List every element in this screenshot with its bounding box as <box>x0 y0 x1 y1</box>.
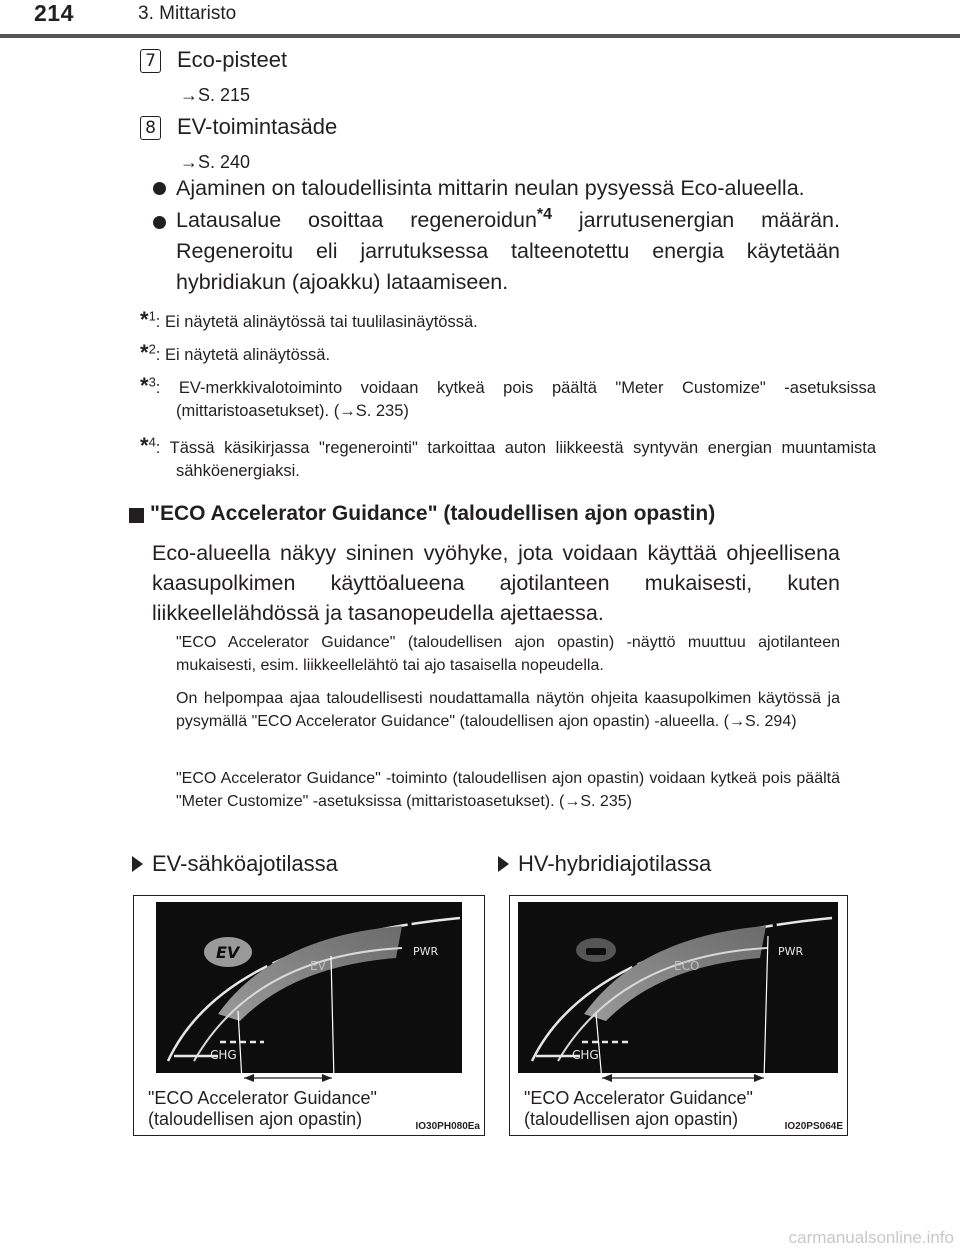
page-number: 214 <box>34 0 74 26</box>
bullet-icon <box>153 216 166 229</box>
bullet-text-part: jarrutusenergian määrän. Regeneroitu eli jarrutuksessa talteenotettu energia käytetään hybridiakun (ajoakku) lataamiseen. <box>176 208 840 294</box>
chg-label: CHG <box>210 1048 237 1062</box>
caption-line: (taloudellisen ajon opastin) <box>148 1109 363 1129</box>
caption-line: (taloudellisen ajon opastin) <box>524 1109 739 1129</box>
section-paragraph: "ECO Accelerator Guidance" -toiminto (taloudellisen ajon opastin) voidaan kytkeä pois päältä "Meter Customize" -asetuksissa (mittaristoasetukset). (→S. 235) <box>176 770 840 810</box>
item-title: EV-toimintasäde <box>177 114 338 139</box>
footnote-text: : Ei näytetä alinäytössä tai tuulilasinäytössä. <box>155 313 478 331</box>
mode-label: EV <box>310 959 326 973</box>
footnote-number: 3 <box>148 374 156 390</box>
arrowhead-left-icon <box>602 1074 612 1082</box>
section-paragraph: "ECO Accelerator Guidance" (taloudellisen ajon opastin) -näyttö muuttuu ajotilanteen mukaisesti, esim. liikkeellelähtö tai ajo tasaisella nopeudella. <box>176 634 840 674</box>
triangle-bullet-icon <box>498 856 509 872</box>
figure-ev-mode <box>133 895 485 1136</box>
footnote <box>140 374 876 423</box>
chapter-title: 3. Mittaristo <box>138 3 237 24</box>
figure-heading: HV-hybridiajotilassa <box>518 851 712 876</box>
car-shape <box>586 948 606 955</box>
item-title: Eco-pisteet <box>177 47 288 72</box>
footnote-ref: *4 <box>536 205 553 223</box>
footnote <box>140 341 840 367</box>
item-number-badge: 8 <box>140 116 161 140</box>
footnote-text: : EV-merkkivalotoiminto voidaan kytkeä pois päältä "Meter Customize" -asetuksissa (mittaristoasetukset). (→S. 235) <box>155 379 876 420</box>
section-heading: "ECO Accelerator Guidance" (taloudellisen ajon opastin) <box>150 502 716 525</box>
arrowhead-right-icon <box>754 1074 764 1082</box>
chg-label: CHG <box>572 1048 599 1062</box>
section-paragraph: On helpompaa ajaa taloudellisesti noudattamalla näytön ohjeita kaasupolkimen käytössä ja pysymällä "ECO Accelerator Guidance" (taloudellisen ajon opastin) -alueella. (→S. 294) <box>176 690 840 730</box>
arrowhead-right-icon <box>322 1074 332 1082</box>
triangle-bullet-icon <box>132 856 143 872</box>
ev-badge-text: EV <box>216 943 240 962</box>
item-number-badge: 7 <box>140 49 161 73</box>
figure-code: IO30PH080Ea <box>415 1121 480 1132</box>
footnote-number: 2 <box>148 341 156 357</box>
footnote-mark: * <box>140 373 149 398</box>
figure-code: IO20PS064E <box>784 1121 843 1132</box>
footnote-number: 4 <box>148 434 156 450</box>
figure-hv-mode <box>509 895 848 1136</box>
pwr-label: PWR <box>413 945 439 958</box>
figure-caption <box>524 1088 753 1130</box>
figure-heading: EV-sähköajotilassa <box>152 851 338 876</box>
bullet-icon <box>153 182 166 195</box>
footnote <box>140 434 876 483</box>
bullet-text: Ajaminen on taloudellisinta mittarin neulan pysyessä Eco-alueella. <box>176 176 805 200</box>
bullet-text <box>176 205 840 298</box>
header-divider <box>0 34 960 38</box>
page-reference: →S. 215 <box>180 85 251 105</box>
footnote-mark: * <box>140 307 149 332</box>
section-intro: Eco-alueella näkyy sininen vyöhyke, jota voidaan käyttää ohjeellisena kaasupolkimen käyttöalueena ajotilanteen mukaisesti, kuten liikkeellelähdössä ja tasanopeudella ajettaessa. <box>152 541 840 625</box>
caption-line: "ECO Accelerator Guidance" <box>524 1088 753 1108</box>
footnote-text: : Ei näytetä alinäytössä. <box>155 346 331 364</box>
footnote-number: 1 <box>148 308 156 324</box>
footnote-mark: * <box>140 340 149 365</box>
caption-line: "ECO Accelerator Guidance" <box>148 1088 377 1108</box>
footnote-mark: * <box>140 433 149 458</box>
bullet-text-part: Latausalue osoittaa regeneroidun <box>176 208 537 232</box>
arrowhead-left-icon <box>244 1074 254 1082</box>
page-reference: →S. 240 <box>180 152 251 172</box>
footnote-text: : Tässä käsikirjassa "regenerointi" tarkoittaa auton liikkeestä syntyvän energian muuntamista sähköenergiaksi. <box>155 439 876 480</box>
mode-label: ECO <box>674 959 700 973</box>
footnote <box>140 308 840 334</box>
section-square-icon <box>129 508 144 523</box>
pwr-label: PWR <box>778 945 804 958</box>
figure-caption <box>148 1088 377 1130</box>
watermark: carmanualsonline.info <box>788 1228 954 1247</box>
